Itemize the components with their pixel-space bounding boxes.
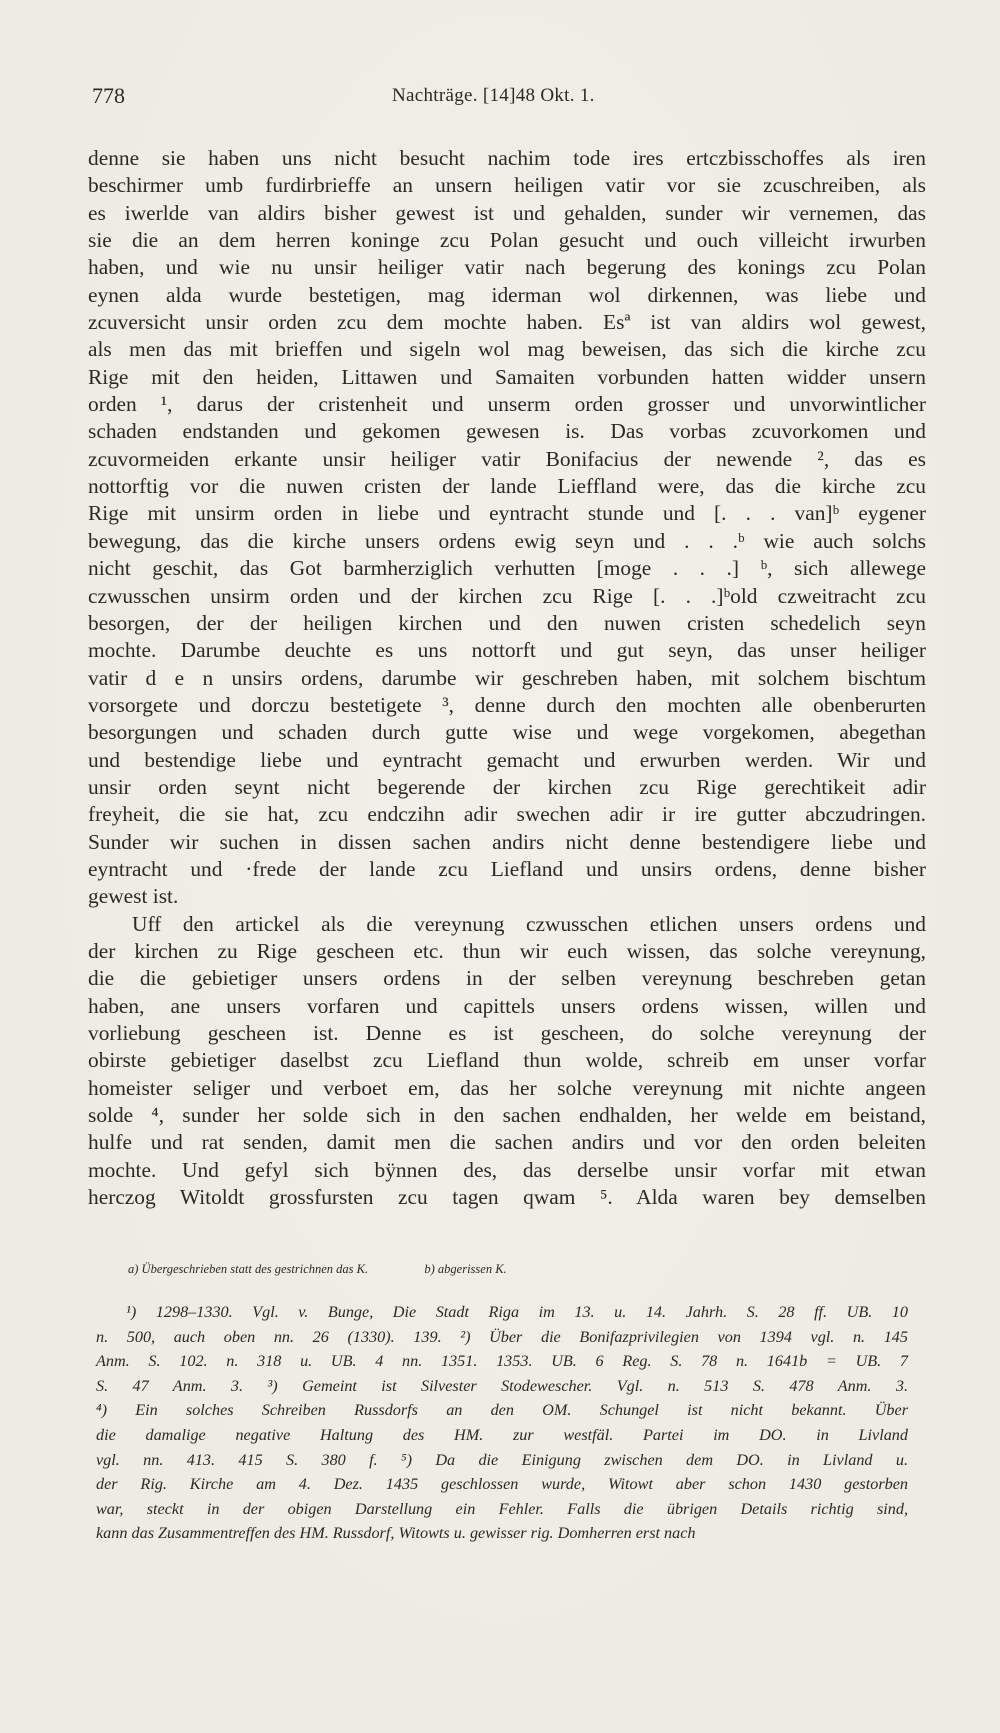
text-line: Rige mit den heiden, Littawen und Samaiten vorbunden hatten widder unsern [88, 364, 926, 389]
text-line: Uff den artickel als die vereynung czwusschen etlichen unsers ordens und [132, 911, 926, 936]
text-line: besorgen, der der heiligen kirchen und den nuwen cristen schedelich seyn [88, 610, 926, 635]
text-line: denne sie haben uns nicht besucht nachim tode ires ertczbisschoffes als iren [88, 146, 926, 170]
apparatus-note-a: a) Übergeschrieben statt des gestrichnen das K. [128, 1262, 369, 1276]
text-line: als men das mit brieffen und sigeln wol mag beweisen, das sich die kirche zcu [88, 337, 926, 362]
text-line: haben, und wie nu unsir heiliger vatir nach begerung des konings zcu Polan [88, 255, 926, 280]
footnote-line: war, steckt in der obigen Darstellung ein Fehler. Falls die übrigen Details richtig sind, [96, 1499, 908, 1518]
text-line: unsir orden seynt nicht begerende der kirchen zcu Rige gerechtikeit adir [88, 774, 926, 799]
text-line: haben, ane unsers vorfaren und capittels unsers ordens wissen, willen und [88, 993, 926, 1018]
text-line: mochte. Darumbe deuchte es uns nottorft und gut seyn, das unser heiliger [88, 638, 926, 663]
text-line: und bestendige liebe und eyntracht gemacht und erwurben werden. Wir und [88, 747, 926, 772]
text-line: nottorftig vor die nuwen cristen der lande Lieffland were, das die kirche zcu [88, 474, 926, 499]
footnotes [96, 1260, 908, 1546]
text-line: solde ⁴, sunder her solde sich in den sachen endhalden, her welde em beistand, [88, 1103, 926, 1128]
footnote-line: S. 47 Anm. 3. ³) Gemeint ist Silvester Stodewescher. Vgl. n. 513 S. 478 Anm. 3. [96, 1376, 908, 1395]
text-line: schaden endstanden und gekomen gewesen is. Das vorbas zcuvorkomen und [88, 419, 926, 444]
footnote-line: Anm. S. 102. n. 318 u. UB. 4 nn. 1351. 1353. UB. 6 Reg. S. 78 n. 1641b = UB. 7 [96, 1352, 908, 1371]
text-line: die die gebietiger unsers ordens in der selben vereynung beschreben getan [88, 966, 926, 991]
footnote-line: die damalige negative Haltung des HM. zur westfäl. Partei im DO. in Livland [96, 1425, 908, 1444]
text-line: besorgungen und schaden durch gutte wise und wege vorgekomen, abegethan [88, 720, 926, 745]
text-line: bewegung, das die kirche unsers ordens ewig seyn und . . .ᵇ wie auch solchs [88, 528, 926, 553]
text-line: Rige mit unsirm orden in liebe und eyntracht stunde und [. . . van]ᵇ eygener [88, 501, 926, 526]
text-line: Sunder wir suchen in dissen sachen andirs nicht denne bestendigere liebe und [88, 829, 926, 854]
footnote-line: vgl. nn. 413. 415 S. 380 f. ⁵) Da die Einigung zwischen dem DO. in Livland u. [96, 1450, 908, 1469]
text-line: czwusschen unsirm orden und der kirchen zcu Rige [. . .]ᵇold czweitracht zcu [88, 583, 926, 608]
running-head: Nachträge. [14]48 Okt. 1. [392, 85, 595, 106]
page-header [92, 83, 912, 113]
text-line: zcuversicht unsir orden zcu dem mochte haben. Esª ist van aldirs wol gewest, [88, 310, 926, 335]
text-line: der kirchen zu Rige gescheen etc. thun wir euch wissen, das solche vereynung, [88, 938, 926, 963]
critical-apparatus [96, 1260, 908, 1278]
text-line: vorliebung gescheen ist. Denne es ist gescheen, do solche vereynung der [88, 1021, 926, 1045]
text-line: gewest ist. [88, 884, 179, 909]
footnote-list [96, 1300, 908, 1546]
text-line: homeister seliger und verboet em, das her solche vereynung mit nichte angeen [88, 1075, 926, 1100]
text-line: beschirmer umb furdirbrieffe an unsern heiligen vatir vor sie zcuschreiben, als [88, 173, 926, 198]
text-line: obirste gebietiger daselbst zcu Liefland thun wolde, schreib em unser vorfar [88, 1048, 926, 1073]
text-line: nicht geschit, das Got barmherziglich verhutten [moge . . .] ᵇ, sich allewege [88, 556, 926, 581]
apparatus-note-b: b) abgerissen K. [424, 1262, 507, 1276]
text-line: mochte. Und gefyl sich bÿnnen des, das derselbe unsir vorfar mit etwan [88, 1157, 926, 1182]
text-line: herczog Witoldt grossfursten zcu tagen qwam ⁵. Alda waren bey demselben [88, 1185, 926, 1210]
text-line: eynen alda wurde bestetigen, mag iderman wol dirkennen, was liebe und [88, 282, 926, 307]
text-line: orden ¹, darus der cristenheit und unserm orden grosser und unvorwintlicher [88, 392, 926, 417]
text-line: zcuvormeiden erkante unsir heiliger vatir Bonifacius der newende ², das es [88, 446, 926, 471]
text-line: eyntracht und ·frede der lande zcu Liefland und unsirs ordens, denne bisher [88, 856, 926, 881]
footnote-line: der Rig. Kirche am 4. Dez. 1435 geschlossen wurde, Witowt aber schon 1430 gestorben [96, 1475, 908, 1494]
main-text [88, 145, 926, 1211]
footnote-line: ⁴) Ein solches Schreiben Russdorfs an den OM. Schungel ist nicht bekannt. Über [96, 1401, 908, 1420]
page-number: 778 [92, 83, 125, 108]
text-line: hulfe und rat senden, damit men die sachen andirs und vor den orden beleiten [88, 1130, 926, 1155]
footnote-line: ¹) 1298–1330. Vgl. v. Bunge, Die Stadt Riga im 13. u. 14. Jahrh. S. 28 ff. UB. 10 [126, 1303, 908, 1321]
footnote-line: kann das Zusammentreffen des HM. Russdorf, Witowts u. gewisser rig. Domherren erst nach [96, 1524, 696, 1543]
footnote-line: n. 500, auch oben nn. 26 (1330). 139. ²) Über die Bonifazprivilegien von 1394 vgl. n. 145 [96, 1327, 908, 1346]
text-line: freyheit, die sie hat, zcu endczihn adir swechen adir ir ire gutter abczudringen. [88, 802, 926, 827]
text-line: es iwerlde van aldirs bisher gewest ist und gehalden, sunder wir vernemen, das [88, 200, 926, 225]
text-line: vorsorgete und dorczu bestetigete ³, denne durch den mochten alle obenberurten [88, 692, 926, 717]
text-line: sie die an dem herren koninge zcu Polan gesucht und ouch villeicht irwurben [88, 228, 926, 253]
text-line: vatir d e n unsirs ordens, darumbe wir geschreben haben, mit solchem bischtum [88, 665, 926, 690]
